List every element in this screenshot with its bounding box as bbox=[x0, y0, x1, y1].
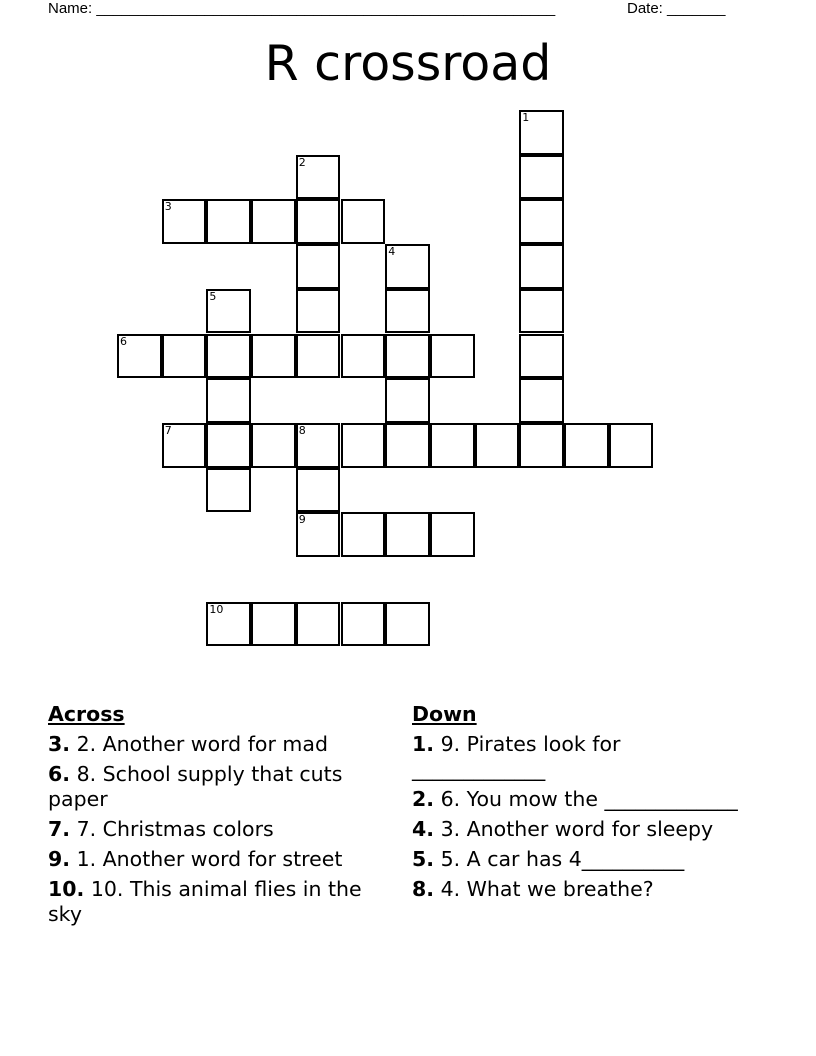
crossword-cell[interactable] bbox=[385, 602, 430, 647]
crossword-cell[interactable] bbox=[206, 289, 251, 334]
cell-number: 4 bbox=[388, 245, 396, 259]
clue-text: 6. You mow the _____________ bbox=[434, 787, 738, 811]
crossword-cell[interactable] bbox=[296, 244, 341, 289]
crossword-cell[interactable] bbox=[519, 423, 564, 468]
down-clue bbox=[412, 787, 752, 812]
crossword-cell[interactable] bbox=[519, 199, 564, 244]
date-field-line: Date: _______ bbox=[627, 0, 726, 17]
clue-number: 10. bbox=[48, 877, 85, 901]
crossword-cell[interactable] bbox=[251, 199, 296, 244]
clue-number: 9. bbox=[48, 847, 71, 871]
clue-number: 1. bbox=[412, 732, 435, 756]
crossword-cell[interactable] bbox=[296, 199, 341, 244]
crossword-cell[interactable] bbox=[430, 423, 475, 468]
across-clue bbox=[48, 732, 388, 757]
clue-text: 2. Another word for mad bbox=[70, 732, 328, 756]
crossword-cell[interactable] bbox=[162, 423, 207, 468]
crossword-cell[interactable] bbox=[385, 244, 430, 289]
clue-text: 8. School supply that cuts paper bbox=[48, 762, 343, 811]
crossword-cell[interactable] bbox=[296, 334, 341, 379]
down-clue bbox=[412, 847, 752, 872]
crossword-cell[interactable] bbox=[206, 468, 251, 513]
crossword-cell[interactable] bbox=[519, 244, 564, 289]
crossword-cell[interactable] bbox=[206, 334, 251, 379]
across-clues-section bbox=[48, 702, 388, 932]
crossword-cell[interactable] bbox=[162, 334, 207, 379]
crossword-cell[interactable] bbox=[609, 423, 654, 468]
crossword-cell[interactable] bbox=[206, 378, 251, 423]
cell-number: 6 bbox=[120, 334, 127, 348]
crossword-cell[interactable] bbox=[251, 423, 296, 468]
crossword-cell[interactable] bbox=[519, 155, 564, 200]
across-heading: Across bbox=[48, 702, 125, 726]
crossword-cell[interactable] bbox=[341, 199, 386, 244]
crossword-cell[interactable] bbox=[341, 334, 386, 379]
crossword-cell[interactable] bbox=[385, 423, 430, 468]
name-field-line: Name: _______________________________________________________ bbox=[48, 0, 556, 17]
crossword-cell[interactable] bbox=[296, 289, 341, 334]
clue-number: 8. bbox=[412, 877, 435, 901]
crossword-cell[interactable] bbox=[564, 423, 609, 468]
clue-text: 7. Christmas colors bbox=[70, 817, 274, 841]
clue-number: 5. bbox=[412, 847, 435, 871]
cell-number: 3 bbox=[164, 200, 172, 214]
clue-text: 5. A car has 4__________ bbox=[434, 847, 685, 871]
cell-number: 7 bbox=[164, 423, 172, 437]
crossword-cell[interactable] bbox=[117, 334, 162, 379]
crossword-cell[interactable] bbox=[206, 423, 251, 468]
clue-number: 4. bbox=[412, 817, 435, 841]
clue-number: 2. bbox=[412, 787, 435, 811]
crossword-cell[interactable] bbox=[519, 289, 564, 334]
cell-number: 10 bbox=[209, 602, 224, 616]
down-clue bbox=[412, 877, 752, 902]
across-clue bbox=[48, 762, 388, 812]
cell-number: 9 bbox=[298, 513, 306, 527]
down-clues-section bbox=[412, 702, 752, 907]
crossword-cell[interactable] bbox=[385, 512, 430, 557]
cell-number: 8 bbox=[298, 423, 306, 437]
clue-text: 4. What we breathe? bbox=[434, 877, 654, 901]
crossword-cell[interactable] bbox=[519, 110, 564, 155]
cell-number: 5 bbox=[209, 289, 217, 303]
clue-number: 3. bbox=[48, 732, 71, 756]
cell-number: 2 bbox=[298, 155, 306, 169]
across-clue bbox=[48, 877, 388, 927]
down-clue bbox=[412, 817, 752, 842]
crossword-cell[interactable] bbox=[206, 199, 251, 244]
crossword-cell[interactable] bbox=[296, 423, 341, 468]
crossword-cell[interactable] bbox=[296, 512, 341, 557]
clue-text: 10. This animal flies in the sky bbox=[48, 877, 362, 926]
crossword-cell[interactable] bbox=[162, 199, 207, 244]
crossword-cell[interactable] bbox=[341, 423, 386, 468]
crossword-cell[interactable] bbox=[251, 334, 296, 379]
clue-text: 3. Another word for sleepy bbox=[434, 817, 714, 841]
puzzle-title: R crossroad bbox=[264, 35, 552, 92]
crossword-cell[interactable] bbox=[385, 378, 430, 423]
down-heading: Down bbox=[412, 702, 477, 726]
crossword-cell[interactable] bbox=[385, 289, 430, 334]
clue-number: 6. bbox=[48, 762, 71, 786]
crossword-cell[interactable] bbox=[475, 423, 520, 468]
crossword-cell[interactable] bbox=[385, 334, 430, 379]
clue-number: 7. bbox=[48, 817, 71, 841]
clue-text: 1. Another word for street bbox=[70, 847, 343, 871]
crossword-cell[interactable] bbox=[430, 512, 475, 557]
crossword-cell[interactable] bbox=[519, 334, 564, 379]
crossword-cell[interactable] bbox=[341, 602, 386, 647]
down-clue bbox=[412, 732, 752, 782]
crossword-cell[interactable] bbox=[251, 602, 296, 647]
crossword-cell[interactable] bbox=[206, 602, 251, 647]
across-clue bbox=[48, 817, 388, 842]
crossword-cell[interactable] bbox=[296, 602, 341, 647]
clue-text: 9. Pirates look for _____________ bbox=[412, 732, 621, 781]
crossword-cell[interactable] bbox=[296, 155, 341, 200]
crossword-cell[interactable] bbox=[341, 512, 386, 557]
crossword-cell[interactable] bbox=[519, 378, 564, 423]
across-clue bbox=[48, 847, 388, 872]
crossword-cell[interactable] bbox=[430, 334, 475, 379]
cell-number: 1 bbox=[522, 111, 530, 124]
crossword-cell[interactable] bbox=[296, 468, 341, 513]
